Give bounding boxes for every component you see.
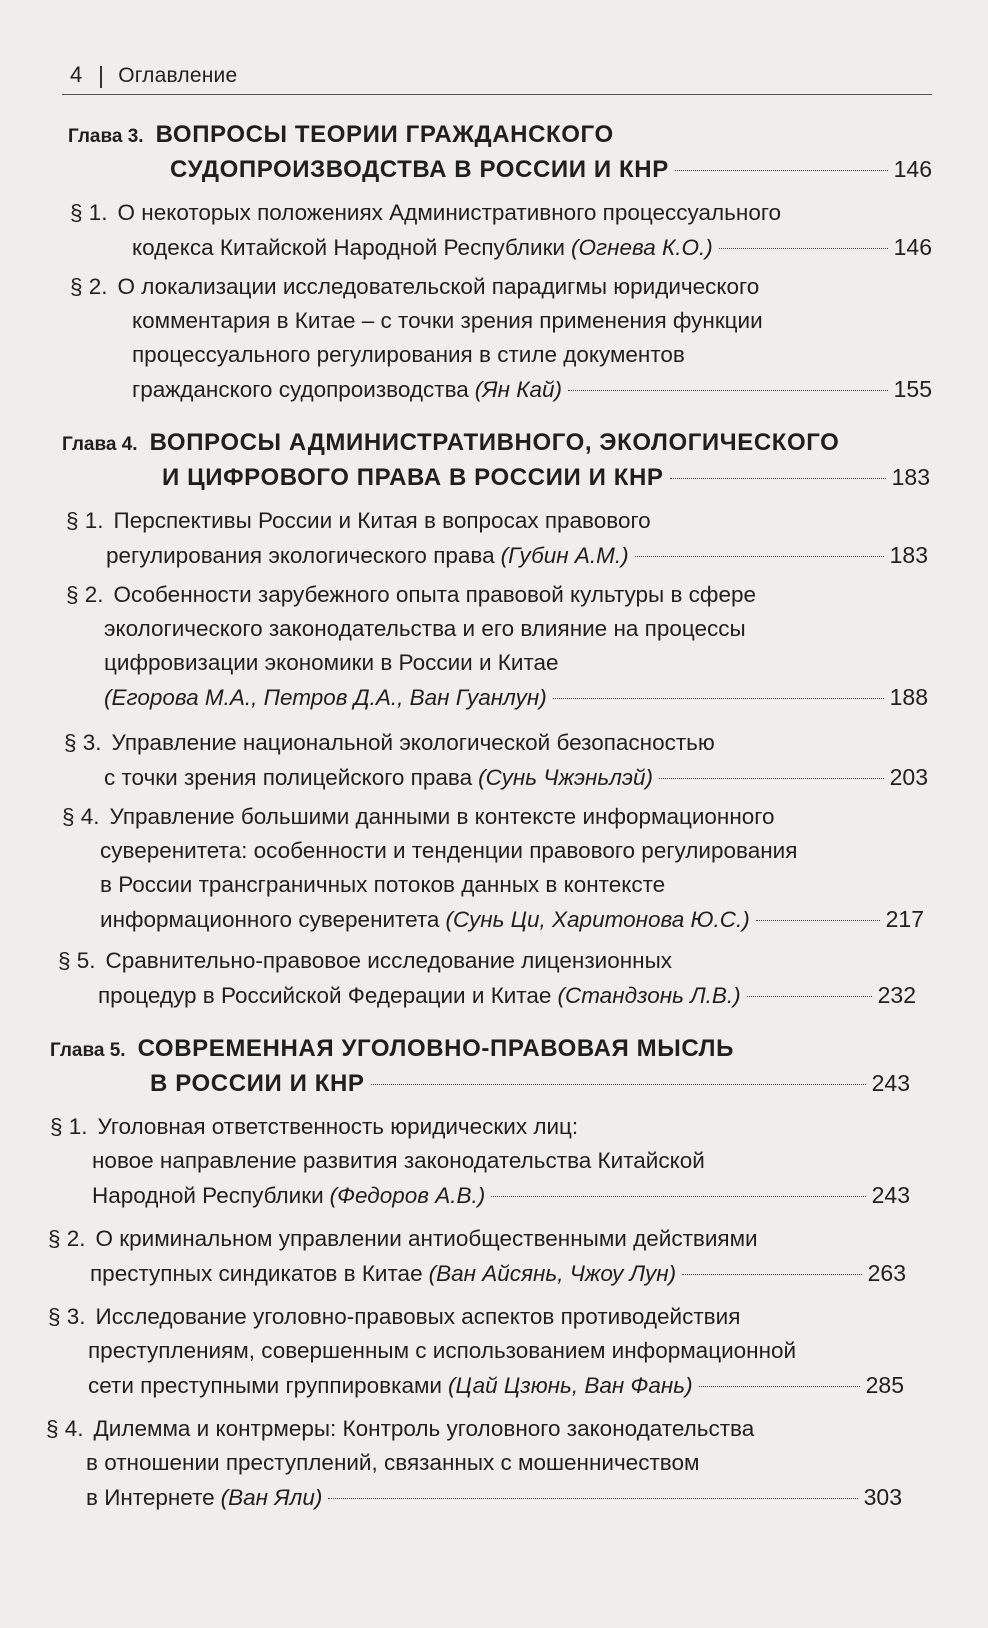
section-page-number: 203 (889, 764, 928, 790)
dot-leader (747, 996, 872, 997)
header-divider (100, 66, 102, 88)
header-title: Оглавление (118, 64, 238, 87)
section-page-number: 243 (871, 1182, 910, 1208)
toc-entry-line (70, 196, 781, 230)
section-page-number: 188 (889, 684, 928, 710)
section-title: Исследование уголовно-правовых аспектов противодействия (95, 1304, 741, 1329)
section-label: § 4. (62, 804, 100, 829)
section-title: комментария в Китае – с точки зрения применения функции (132, 308, 763, 333)
chapter-title: В РОССИИ И КНР (150, 1070, 365, 1097)
toc-entry-line (62, 800, 775, 834)
toc-entry-line (58, 944, 672, 978)
section-author: (Губин А.М.) (500, 543, 629, 568)
toc-entry-line (132, 304, 763, 338)
chapter-page-number: 146 (893, 156, 932, 182)
section-page-number: 303 (863, 1484, 902, 1510)
section-page-number: 285 (865, 1372, 904, 1398)
section-title: О криминальном управлении антиобщественными действиями (95, 1226, 758, 1251)
section-label: § 4. (46, 1416, 84, 1441)
section-title: Народной Республики (92, 1183, 324, 1208)
chapter-page-number: 183 (891, 464, 930, 490)
toc-entry-line (104, 612, 746, 646)
section-page-number: 232 (877, 982, 916, 1008)
section-title: процессуального регулирования в стиле документов (132, 342, 685, 367)
section-page-number: 217 (885, 906, 924, 932)
section-title: в отношении преступлений, связанных с мошенничеством (86, 1450, 700, 1475)
section-title: Особенности зарубежного опыта правовой культуры в сфере (113, 582, 756, 607)
section-title: Уголовная ответственность юридических лиц: (97, 1114, 579, 1139)
toc-entry-line (48, 1222, 758, 1256)
chapter-label: Глава 3. (68, 126, 144, 147)
dot-leader (553, 698, 884, 699)
toc-entry-line (104, 760, 928, 794)
chapter-title: СОВРЕМЕННАЯ УГОЛОВНО-ПРАВОВАЯ МЫСЛЬ (137, 1035, 734, 1062)
section-author: (Сунь Ци, Харитонова Ю.С.) (445, 907, 750, 932)
dot-leader (659, 778, 884, 779)
section-title: процедур в Российской Федерации и Китае (98, 983, 552, 1008)
toc-entry-line (88, 1368, 904, 1402)
chapter-heading-line (162, 460, 930, 494)
section-title: Дилемма и контрмеры: Контроль уголовного законодательства (93, 1416, 755, 1441)
section-label: § 2. (48, 1226, 86, 1251)
toc-entry-line (66, 504, 651, 538)
section-title: регулирования экологического права (106, 543, 495, 568)
section-title: в Интернете (86, 1485, 215, 1510)
section-title: цифровизации экономики в России и Китае (104, 650, 559, 675)
chapter-heading-line (170, 152, 932, 186)
chapter-title: ВОПРОСЫ АДМИНИСТРАТИВНОГО, ЭКОЛОГИЧЕСКОГО (149, 429, 840, 456)
section-title: экологического законодательства и его влияние на процессы (104, 616, 746, 641)
section-title: новое направление развития законодательства Китайской (92, 1148, 705, 1173)
section-title: Управление национальной экологической безопасностью (111, 730, 715, 755)
toc-entry-line (66, 578, 756, 612)
toc-entry-line (98, 978, 916, 1012)
chapter-title: СУДОПРОИЗВОДСТВА В РОССИИ И КНР (170, 156, 669, 183)
dot-leader (328, 1498, 857, 1499)
chapter-title: ВОПРОСЫ ТЕОРИИ ГРАЖДАНСКОГО (155, 121, 614, 148)
toc-entry-line (100, 868, 665, 902)
toc-entry-line (86, 1446, 699, 1480)
section-author: (Огнева К.О.) (571, 235, 713, 260)
section-title: преступных синдикатов в Китае (90, 1261, 423, 1286)
section-title: в России трансграничных потоков данных в контексте (100, 872, 666, 897)
section-label: § 3. (48, 1304, 86, 1329)
toc-entry-line (100, 834, 797, 868)
section-author: (Ян Кай) (474, 377, 563, 402)
toc-entry-line (106, 538, 928, 572)
section-label: § 2. (70, 274, 108, 299)
section-page-number: 146 (893, 234, 932, 260)
dot-leader (699, 1386, 860, 1387)
dot-leader (675, 170, 888, 171)
chapter-label: Глава 4. (62, 434, 138, 455)
toc-entry-line (48, 1300, 740, 1334)
section-title: О некоторых положениях Административного процессуального (117, 200, 782, 225)
section-title: Перспективы России и Китая в вопросах правового (113, 508, 651, 533)
dot-leader (670, 478, 886, 479)
dot-leader (635, 556, 884, 557)
dot-leader (491, 1196, 865, 1197)
dot-leader (371, 1084, 866, 1085)
section-author: (Федоров А.В.) (329, 1183, 486, 1208)
toc-entry-line (46, 1412, 754, 1446)
toc-entry-line (88, 1334, 796, 1368)
section-title: Управление большими данными в контексте информационного (109, 804, 775, 829)
toc-entry-line (132, 338, 685, 372)
toc-entry-line (92, 1178, 910, 1212)
toc-entry-line (132, 230, 932, 264)
section-title: кодекса Китайской Народной Республики (132, 235, 565, 260)
toc-entry-line (100, 902, 924, 936)
section-author: (Цай Цзюнь, Ван Фань) (448, 1373, 693, 1398)
section-title: Сравнительно-правовое исследование лицензионных (105, 948, 673, 973)
section-page-number: 183 (889, 542, 928, 568)
toc-entry-line (70, 270, 759, 304)
toc-entry-line (104, 680, 928, 714)
dot-leader (682, 1274, 861, 1275)
section-label: § 1. (66, 508, 104, 533)
section-title: гражданского судопроизводства (132, 377, 469, 402)
section-label: § 5. (58, 948, 96, 973)
section-label: § 3. (64, 730, 102, 755)
section-title: сети преступными группировками (88, 1373, 443, 1398)
section-page-number: 155 (893, 376, 932, 402)
section-title: информационного суверенитета (100, 907, 440, 932)
toc-entry-line (64, 726, 715, 760)
section-title: О локализации исследовательской парадигмы юридического (117, 274, 760, 299)
toc-entry-line (50, 1110, 578, 1144)
section-author: (Стандзонь Л.В.) (557, 983, 741, 1008)
chapter-heading-line (68, 118, 614, 152)
section-label: § 1. (70, 200, 108, 225)
toc-entry-line (90, 1256, 906, 1290)
dot-leader (719, 248, 888, 249)
running-header (62, 62, 932, 95)
toc-entry-line (92, 1144, 705, 1178)
section-author: (Егорова М.А., Петров Д.А., Ван Гуанлун) (104, 685, 547, 710)
chapter-heading-line (62, 426, 839, 460)
toc-entry-line (104, 646, 559, 680)
chapter-page-number: 243 (871, 1070, 910, 1096)
section-label: § 2. (66, 582, 104, 607)
page-number: 4 (70, 62, 83, 87)
section-author: (Ван Яли) (220, 1485, 323, 1510)
section-title: суверенитета: особенности и тенденции правового регулирования (100, 838, 798, 863)
toc-entry-line (86, 1480, 902, 1514)
section-title: преступлениям, совершенным с использованием информационной (88, 1338, 797, 1363)
chapter-title: И ЦИФРОВОГО ПРАВА В РОССИИ И КНР (162, 464, 664, 491)
chapter-label: Глава 5. (50, 1040, 126, 1061)
section-title: с точки зрения полицейского права (104, 765, 473, 790)
section-author: (Сунь Чжэньлэй) (478, 765, 653, 790)
chapter-heading-line (150, 1066, 910, 1100)
section-page-number: 263 (867, 1260, 906, 1286)
section-label: § 1. (50, 1114, 88, 1139)
dot-leader (756, 920, 880, 921)
section-author: (Ван Айсянь, Чжоу Лун) (428, 1261, 677, 1286)
dot-leader (568, 390, 888, 391)
chapter-heading-line (50, 1032, 734, 1066)
toc-entry-line (132, 372, 932, 406)
